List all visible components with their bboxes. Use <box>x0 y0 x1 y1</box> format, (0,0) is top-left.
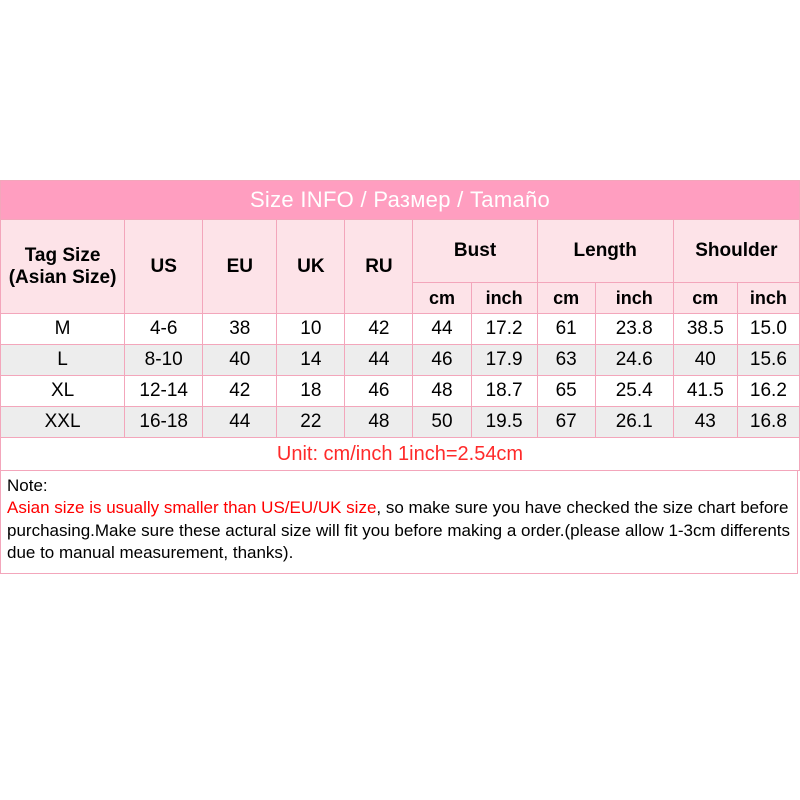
table-title-row <box>1 181 800 220</box>
page-title: Size INFO / Размер / Tamaño <box>1 181 800 220</box>
cell-shoulder-inch: 16.8 <box>737 407 799 438</box>
cell-size: L <box>1 345 125 376</box>
unit-note: Unit: cm/inch 1inch=2.54cm <box>1 438 800 471</box>
cell-length-inch: 26.1 <box>595 407 673 438</box>
column-header-shoulder: Shoulder <box>673 220 799 283</box>
cell-uk: 10 <box>277 314 345 345</box>
cell-uk: 22 <box>277 407 345 438</box>
cell-size: XL <box>1 376 125 407</box>
cell-shoulder-cm: 43 <box>673 407 737 438</box>
cell-bust-cm: 46 <box>413 345 471 376</box>
cell-uk: 18 <box>277 376 345 407</box>
cell-shoulder-inch: 15.6 <box>737 345 799 376</box>
cell-length-cm: 67 <box>537 407 595 438</box>
column-header-bust-cm: cm <box>413 283 471 314</box>
cell-length-cm: 65 <box>537 376 595 407</box>
column-header-bust: Bust <box>413 220 537 283</box>
note-warning-text: Asian size is usually smaller than US/EU/UK size <box>7 498 377 518</box>
cell-eu: 40 <box>203 345 277 376</box>
cell-bust-inch: 17.9 <box>471 345 537 376</box>
cell-size: M <box>1 314 125 345</box>
cell-ru: 42 <box>345 314 413 345</box>
table-row <box>1 407 800 438</box>
cell-length-inch: 23.8 <box>595 314 673 345</box>
column-header-length: Length <box>537 220 673 283</box>
cell-size: XXL <box>1 407 125 438</box>
cell-ru: 48 <box>345 407 413 438</box>
size-chart-container <box>0 180 800 574</box>
cell-shoulder-cm: 38.5 <box>673 314 737 345</box>
cell-bust-cm: 44 <box>413 314 471 345</box>
column-header-length-cm: cm <box>537 283 595 314</box>
column-header-bust-inch: inch <box>471 283 537 314</box>
cell-length-cm: 61 <box>537 314 595 345</box>
cell-bust-cm: 48 <box>413 376 471 407</box>
cell-eu: 44 <box>203 407 277 438</box>
column-header-shoulder-cm: cm <box>673 283 737 314</box>
column-header-eu: EU <box>203 220 277 314</box>
note-body-text: , so make sure you have checked the size chart before purchasing.Make sure these actural size will fit you before making a order.(please allow 1-3cm differents due to manual measurement, thanks). <box>7 498 791 563</box>
cell-bust-inch: 19.5 <box>471 407 537 438</box>
cell-eu: 42 <box>203 376 277 407</box>
cell-shoulder-cm: 41.5 <box>673 376 737 407</box>
column-header-ru: RU <box>345 220 413 314</box>
cell-uk: 14 <box>277 345 345 376</box>
cell-length-cm: 63 <box>537 345 595 376</box>
table-group-header-row <box>1 220 800 283</box>
column-header-tag-size: Tag Size (Asian Size) <box>1 220 125 314</box>
note-text <box>7 497 791 564</box>
note-box <box>0 471 798 574</box>
cell-bust-inch: 17.2 <box>471 314 537 345</box>
cell-shoulder-inch: 16.2 <box>737 376 799 407</box>
cell-eu: 38 <box>203 314 277 345</box>
cell-ru: 46 <box>345 376 413 407</box>
cell-us: 16-18 <box>125 407 203 438</box>
cell-bust-cm: 50 <box>413 407 471 438</box>
cell-length-inch: 24.6 <box>595 345 673 376</box>
cell-us: 12-14 <box>125 376 203 407</box>
size-info-table <box>0 180 800 471</box>
cell-us: 8-10 <box>125 345 203 376</box>
cell-shoulder-cm: 40 <box>673 345 737 376</box>
column-header-shoulder-inch: inch <box>737 283 799 314</box>
note-label: Note: <box>7 476 48 495</box>
table-row <box>1 314 800 345</box>
column-header-uk: UK <box>277 220 345 314</box>
table-row <box>1 376 800 407</box>
column-header-us: US <box>125 220 203 314</box>
unit-note-row <box>1 438 800 471</box>
table-row <box>1 345 800 376</box>
cell-bust-inch: 18.7 <box>471 376 537 407</box>
cell-ru: 44 <box>345 345 413 376</box>
cell-us: 4-6 <box>125 314 203 345</box>
cell-shoulder-inch: 15.0 <box>737 314 799 345</box>
column-header-length-inch: inch <box>595 283 673 314</box>
cell-length-inch: 25.4 <box>595 376 673 407</box>
